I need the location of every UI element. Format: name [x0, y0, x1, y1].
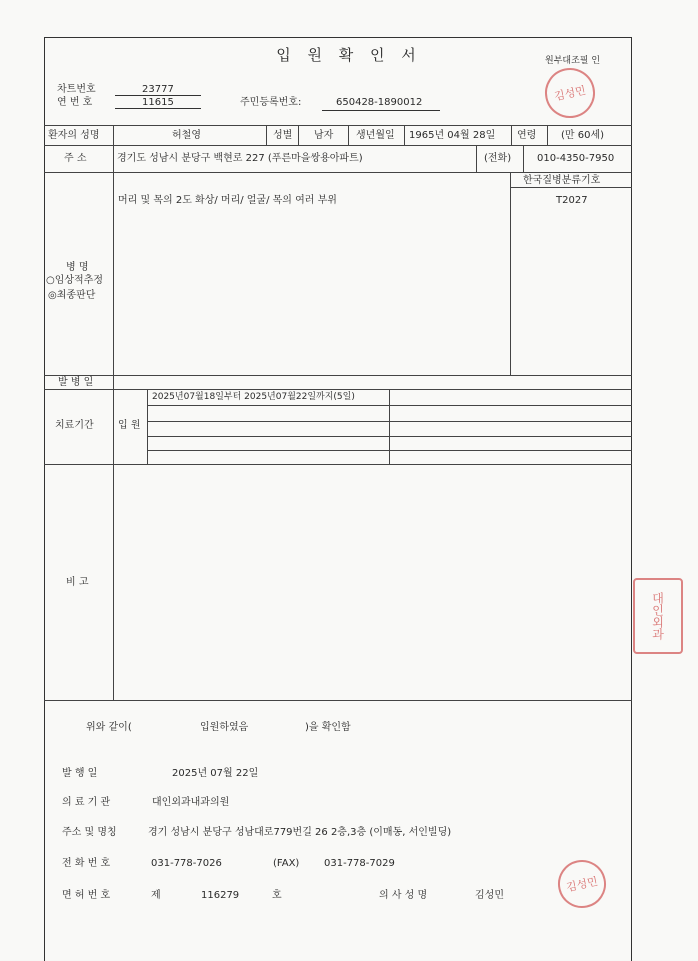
issue-date: 2025년 07월 22일: [172, 768, 259, 779]
sex-value: 남자: [314, 130, 334, 141]
dob-value: 1965년 04월 28일: [409, 130, 496, 141]
clinical-estimate-label: ○임상적추정: [46, 275, 104, 286]
doctor-name: 김성민: [475, 890, 504, 901]
fax-value: 031-778-7029: [324, 858, 395, 869]
rrn-value: 650428-1890012: [336, 97, 423, 108]
license-no: 116279: [201, 890, 240, 901]
chart-no: 23777: [142, 84, 174, 95]
org-address: 경기 성남시 분당구 성남대로779번길 26 2층,3층 (이매동, 서인빌딩): [148, 827, 452, 838]
document-title: 입 원 확 인 서: [276, 46, 422, 64]
diagnosis-text: 머리 및 목의 2도 화상/ 머리/ 얼굴/ 목의 여러 부위: [118, 195, 337, 206]
address-value: 경기도 성남시 분당구 백현로 227 (푸른마을쌍용아파트): [117, 153, 363, 164]
seal-label: 원부대조필 인: [545, 56, 601, 66]
phone-value: 010-4350-7950: [537, 153, 615, 164]
sex-label: 성별: [273, 130, 293, 141]
treatment-label: 치료기간: [55, 420, 94, 431]
confirm-suffix: )을 확인함: [305, 722, 351, 733]
address-label: 주 소: [64, 153, 87, 164]
patient-name-label: 환자의 성명: [48, 130, 100, 141]
remarks-label: 비 고: [66, 577, 89, 588]
org-name: 대인외과내과의원: [152, 797, 230, 808]
org-label: 의 료 기 관: [62, 797, 111, 808]
final-judgment-label: ◎최종판단: [48, 290, 96, 301]
serial-label: 연 번 호: [57, 97, 93, 108]
diagnosis-label: 병 명: [66, 262, 89, 273]
addr-label: 주소 및 명칭: [62, 827, 117, 838]
phone-label: (전화): [484, 153, 512, 164]
treatment-period: 2025년07월18일부터 2025년07월22일까지(5일): [152, 392, 355, 402]
doctor-label: 의 사 성 명: [379, 890, 428, 901]
onset-label: 발 병 일: [58, 377, 94, 388]
confirm-middle: 입원하였음: [200, 722, 249, 733]
rrn-label: 주민등록번호:: [240, 97, 302, 108]
patient-name: 허철영: [172, 130, 201, 141]
license-suffix: 호: [272, 890, 282, 901]
age-label: 연령: [517, 130, 537, 141]
license-label: 면 허 번 호: [62, 890, 111, 901]
age-value: (만 60세): [561, 130, 605, 141]
chart-no-label: 차트번호: [57, 84, 96, 95]
doctor-seal-bottom-stamp: 김성민: [554, 856, 611, 913]
fax-label: (FAX): [273, 858, 300, 869]
license-prefix: 제: [151, 890, 161, 901]
kcd-header: 한국질병분류기호: [523, 175, 601, 186]
doctor-seal-stamp: 김성민: [540, 63, 599, 122]
clinic-seal-stamp: 대인외과: [633, 578, 683, 654]
issue-date-label: 발 행 일: [62, 768, 98, 779]
kcd-code: T2027: [556, 195, 588, 206]
confirm-prefix: 위와 같이(: [86, 722, 132, 733]
dob-label: 생년월일: [356, 130, 395, 141]
serial-no: 11615: [142, 97, 174, 108]
tel-label: 전 화 번 호: [62, 858, 111, 869]
admission-label: 입 원: [118, 420, 141, 431]
tel-value: 031-778-7026: [151, 858, 222, 869]
